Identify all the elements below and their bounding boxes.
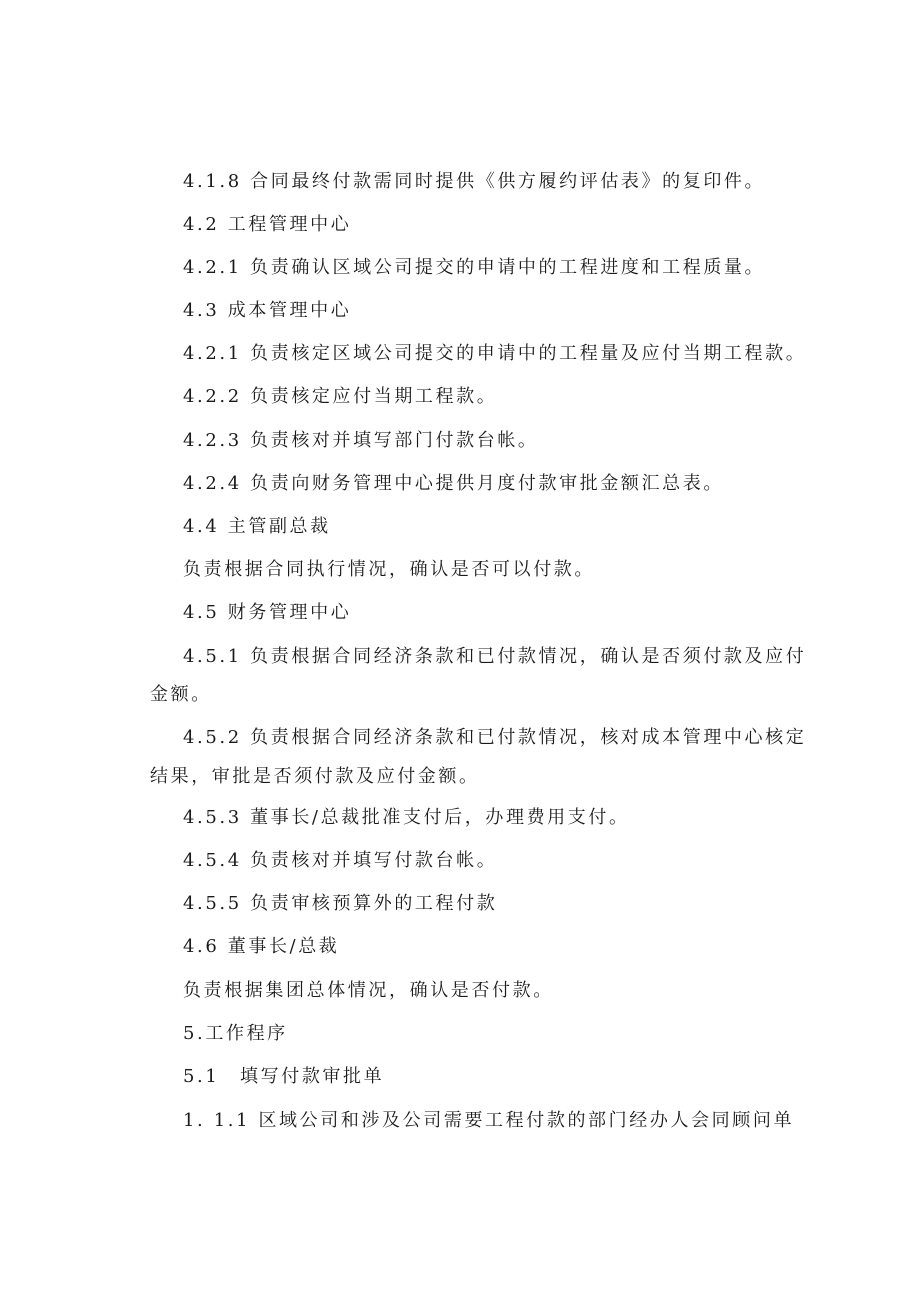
paragraph-4-6: 负责根据集团总体情况，确认是否付款。 [183,980,554,1001]
clause-4-3-1: 4.2.1 负责核定区域公司提交的申请中的工程量及应付当期工程款。 [183,343,807,364]
clause-4-5-3: 4.5.3 董事长/总裁批准支付后，办理费用支付。 [183,807,630,828]
clause-4-5-1-line-1: 4.5.1 负责根据合同经济条款和已付款情况，确认是否须付款及应付 [183,646,807,667]
section-heading-4-4: 4.4 主管副总裁 [183,516,331,537]
clause-4-1-8: 4.1.8 合同最终付款需同时提供《供方履约评估表》的复印件。 [183,171,766,192]
clause-4-2-1: 4.2.1 负责确认区域公司提交的申请中的工程进度和工程质量。 [183,257,766,278]
clause-4-3-4: 4.2.4 负责向财务管理中心提供月度付款审批金额汇总表。 [183,473,724,494]
paragraph-4-4: 负责根据合同执行情况，确认是否可以付款。 [183,559,595,580]
section-heading-4-3: 4.3 成本管理中心 [183,300,352,321]
clause-4-5-5: 4.5.5 负责审核预算外的工程付款 [183,893,498,914]
clause-4-5-2-line-2: 结果，审批是否须付款及应付金额。 [150,766,480,787]
clause-4-3-3: 4.2.3 负责核对并填写部门付款台帐。 [183,430,539,451]
clause-4-3-2: 4.2.2 负责核定应付当期工程款。 [183,386,498,407]
section-heading-5: 5.工作程序 [183,1023,288,1044]
clause-4-5-4: 4.5.4 负责核对并填写付款台帐。 [183,850,498,871]
section-heading-4-2: 4.2 工程管理中心 [183,214,352,235]
section-heading-4-5: 4.5 财务管理中心 [183,602,352,623]
section-heading-4-6: 4.6 董事长/总裁 [183,936,340,957]
clause-4-5-2-line-1: 4.5.2 负责根据合同经济条款和已付款情况，核对成本管理中心核定 [183,727,807,748]
list-item-1-1: 1. 1.1 区域公司和涉及公司需要工程付款的部门经办人会同顾问单 [183,1110,795,1131]
clause-4-5-1-line-2: 金额。 [150,684,212,705]
section-heading-5-1: 5.1 填写付款审批单 [183,1066,385,1087]
